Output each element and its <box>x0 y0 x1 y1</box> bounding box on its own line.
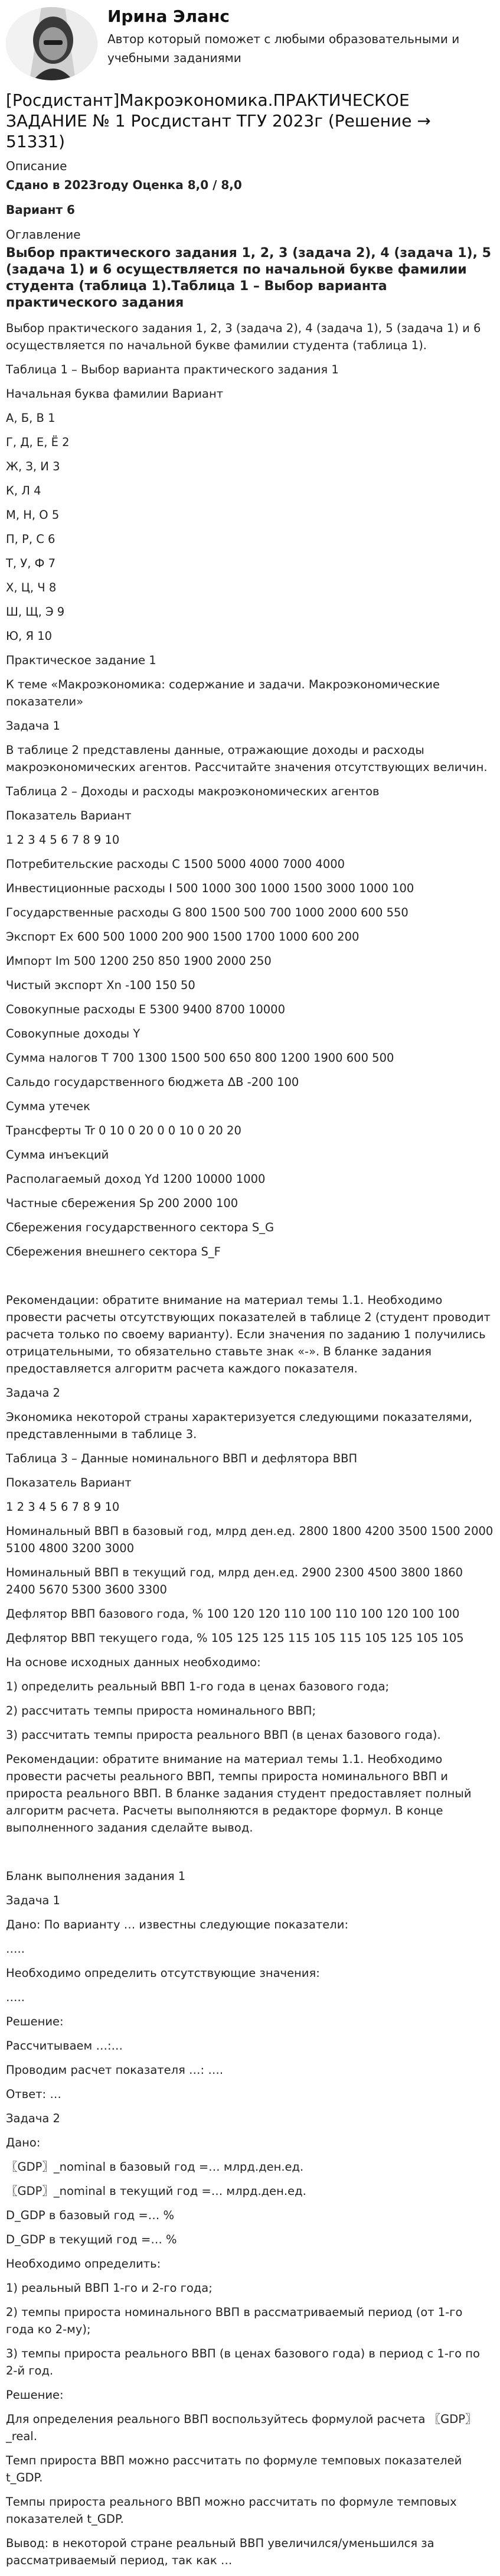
body-paragraph: Ю, Я 10 <box>6 629 53 643</box>
body-paragraph: D_GDP в текущий год =… % <box>6 2233 177 2246</box>
body-paragraph: ….. <box>6 1990 25 2004</box>
document-content <box>0 90 500 2576</box>
avatar-photo-icon <box>6 7 97 80</box>
body-paragraph: Номинальный ВВП в базовый год, млрд ден.ед. 2800 1800 4200 3500 1500 2000 5100 4800 3200 3000 <box>6 1524 494 1555</box>
variant-line: Вариант 6 <box>6 203 75 217</box>
body-paragraph: Частные сбережения Sp 200 2000 100 <box>6 1196 238 1210</box>
body-paragraph: На основе исходных данных необходимо: <box>6 1655 261 1669</box>
description-label: Описание <box>6 159 67 173</box>
document-title: [Росдистант]Макроэкономика.ПРАКТИЧЕСКОЕ ЗАДАНИЕ № 1 Росдистант ТГУ 2023г (Решение → 51331) <box>6 90 431 151</box>
body-paragraph <box>6 1267 494 1284</box>
body-paragraph: Экономика некоторой страны характеризуется следующими показателями, представленными в таблице 3. <box>6 1410 473 1441</box>
body-paragraph: Практическое задание 1 <box>6 653 156 667</box>
body-paragraph: Х, Ц, Ч 8 <box>6 581 57 594</box>
body-paragraph: Необходимо определить отсутствующие значения: <box>6 1966 320 1980</box>
body-paragraph: 1) определить реальный ВВП 1-го года в ценах базового года; <box>6 1680 390 1693</box>
body-paragraph: Начальная буква фамилии Вариант <box>6 387 224 401</box>
body-paragraph: Номинальный ВВП в текущий год, млрд ден.ед. 2900 2300 4500 3800 1860 2400 5670 5300 3600 3300 <box>6 1566 463 1596</box>
body-paragraph: Совокупные доходы Y <box>6 1027 140 1040</box>
body-paragraph: Потребительские расходы C 1500 5000 4000 7000 4000 <box>6 857 345 871</box>
body-paragraph: Вывод: в некоторой стране реальный ВВП увеличился/уменьшился за рассматриваемый период, так как … <box>6 2536 434 2567</box>
body-paragraph: Для определения реального ВВП воспользуйтесь формулой расчета 〖GDP〗_real. <box>6 2412 477 2443</box>
body-paragraph: Располагаемый доход Yd 1200 10000 1000 <box>6 1172 266 1186</box>
body-paragraph: Показатель Вариант <box>6 809 132 822</box>
body-paragraph: Г, Д, Е, Ё 2 <box>6 435 70 449</box>
body-paragraph: Трансферты Tr 0 10 0 20 0 0 10 0 20 20 <box>6 1124 241 1137</box>
body-paragraph: К теме «Макроэкономика: содержание и задачи. Макроэкономические показатели» <box>6 678 440 708</box>
body-paragraph: 2) темпы прироста номинального ВВП в рассматриваемый период (от 1-го года ко 2-му); <box>6 2305 463 2336</box>
body-paragraph: Таблица 2 – Доходы и расходы макроэкономических агентов <box>6 785 380 798</box>
body-paragraph: 1 2 3 4 5 6 7 8 9 10 <box>6 1500 120 1514</box>
body-paragraph <box>6 1843 494 1861</box>
body-paragraph: Сбережения государственного сектора S_G <box>6 1221 274 1234</box>
body-paragraph: К, Л 4 <box>6 484 41 497</box>
body-paragraph: Рассчитываем …:… <box>6 2039 123 2053</box>
toc-heading: Выбор практического задания 1, 2, 3 (задача 2), 4 (задача 1), 5 (задача 1) и 6 осуществляется по начальной букве фамилии студента (таблица 1).Таблица 1 – Выбор варианта практического задания <box>6 246 491 310</box>
body-paragraph: Необходимо определить: <box>6 2257 161 2271</box>
body-paragraph: Т, У, Ф 7 <box>6 557 55 570</box>
body-paragraph: Сбережения внешнего сектора S_F <box>6 1245 221 1258</box>
body-paragraph: Дефлятор ВВП текущего года, % 105 125 125 115 105 115 105 125 105 105 <box>6 1631 464 1645</box>
body-paragraph: Дано: По варианту … известны следующие показатели: <box>6 1918 349 1931</box>
body-paragraph: Таблица 1 – Выбор варианта практического задания 1 <box>6 363 339 376</box>
body-paragraph: ….. <box>6 1942 25 1956</box>
body-paragraph: Ответ: … <box>6 2087 61 2101</box>
body-paragraph: Задача 2 <box>6 2112 60 2125</box>
body-paragraph: 1) реальный ВВП 1-го и 2-го года; <box>6 2281 213 2295</box>
body-paragraph: D_GDP в базовый год =… % <box>6 2209 174 2222</box>
status-line: Сдано в 2023году Оценка 8,0 / 8,0 <box>6 178 242 192</box>
body-paragraph: Показатель Вариант <box>6 1476 132 1489</box>
body-paragraph: 2) рассчитать темпы прироста номинального ВВП; <box>6 1704 316 1718</box>
body-paragraph: Выбор практического задания 1, 2, 3 (задача 2), 4 (задача 1), 5 (задача 1) и 6 осуществляется по начальной букве фамилии студента (таблица 1). <box>6 321 481 352</box>
body-paragraph: Совокупные расходы E 5300 9400 8700 10000 <box>6 1003 285 1016</box>
body-paragraph: Рекомендации: обратите внимание на материал темы 1.1. Необходимо провести расчеты отсутствующих показателей в таблице 2 (студент проводит расчета только по своему варианту). Если значения по заданию 1 получились отрицательными, то обязательно ставьте знак «-». В бланке задания предоставляется алгоритм расчета каждого показателя. <box>6 1293 491 1375</box>
body-paragraph: Импорт Im 500 1200 250 850 1900 2000 250 <box>6 954 272 968</box>
document-body <box>6 320 494 2569</box>
body-paragraph: Решение: <box>6 2388 64 2402</box>
body-paragraph: Темп прироста ВВП можно рассчитать по формуле темповых показателей t_GDP. <box>6 2454 462 2484</box>
body-paragraph: Сумма утечек <box>6 1100 90 1113</box>
body-paragraph: Государственные расходы G 800 1500 500 700 1000 2000 600 550 <box>6 906 409 919</box>
body-paragraph: 〖GDP〗_nominal в базовый год =… млрд.ден.ед. <box>6 2160 304 2174</box>
body-paragraph: Таблица 3 – Данные номинального ВВП и дефлятора ВВП <box>6 1452 358 1465</box>
body-paragraph: Задача 2 <box>6 1386 60 1400</box>
body-paragraph: М, Н, О 5 <box>6 508 60 522</box>
body-paragraph: 3) темпы прироста реального ВВП (в ценах базового года) в период с 1-го по 2-й год. <box>6 2347 480 2377</box>
body-paragraph: Темпы прироста реального ВВП можно рассчитать по формуле темповых показателей t_GDP. <box>6 2495 457 2526</box>
body-paragraph: Бланк выполнения задания 1 <box>6 1869 186 1883</box>
body-paragraph: 1 2 3 4 5 6 7 8 9 10 <box>6 833 120 847</box>
author-tagline: Автор который поможет с любыми образовательными и учебными заданиями <box>107 32 460 65</box>
body-paragraph: Инвестиционные расходы I 500 1000 300 1000 1500 3000 1000 100 <box>6 882 414 895</box>
body-paragraph: 3) рассчитать темпы прироста реального ВВП (в ценах базового года). <box>6 1728 441 1742</box>
body-paragraph: А, Б, В 1 <box>6 411 55 425</box>
author-header <box>0 0 500 90</box>
body-paragraph: Задача 1 <box>6 1894 60 1907</box>
body-paragraph: В таблице 2 представлены данные, отражающие доходы и расходы макроэкономических агентов. Рассчитайте значения отсутствующих величин. <box>6 743 488 774</box>
body-paragraph: Дано: <box>6 2136 41 2149</box>
body-paragraph: Ж, З, И 3 <box>6 460 60 473</box>
body-paragraph: Сумма инъекций <box>6 1148 109 1162</box>
body-paragraph: Дефлятор ВВП базового года, % 100 120 120 110 100 110 100 120 100 100 <box>6 1607 460 1621</box>
body-paragraph: Решение: <box>6 2015 64 2028</box>
body-paragraph: 〖GDP〗_nominal в текущий год =… млрд.ден.ед. <box>6 2184 306 2198</box>
author-name[interactable]: Ирина Эланс <box>107 6 230 26</box>
body-paragraph: Проводим расчет показателя …: …. <box>6 2063 224 2077</box>
body-paragraph: Чистый экспорт Xn -100 150 50 <box>6 978 195 992</box>
body-paragraph: Рекомендации: обратите внимание на материал темы 1.1. Необходимо провести расчеты реального ВВП, темпы прироста номинального ВВП и прироста реального ВВП. В бланке задания студент предоставляет полный алгоритм расчета. Расчеты выполняются в редакторе формул. В конце выполненного задания сделайте вывод. <box>6 1752 472 1835</box>
body-paragraph: Сальдо государственного бюджета ΔB -200 100 <box>6 1075 299 1089</box>
body-paragraph: Задача 1 <box>6 719 60 733</box>
body-paragraph: П, Р, С 6 <box>6 532 55 546</box>
body-paragraph: Ш, Щ, Э 9 <box>6 605 65 619</box>
body-paragraph: Сумма налогов T 700 1300 1500 500 650 800 1200 1900 600 500 <box>6 1051 394 1065</box>
toc-label: Оглавление <box>6 227 81 242</box>
author-avatar[interactable] <box>6 7 97 80</box>
body-paragraph: Экспорт Ex 600 500 1000 200 900 1500 1700 1000 600 200 <box>6 930 360 944</box>
